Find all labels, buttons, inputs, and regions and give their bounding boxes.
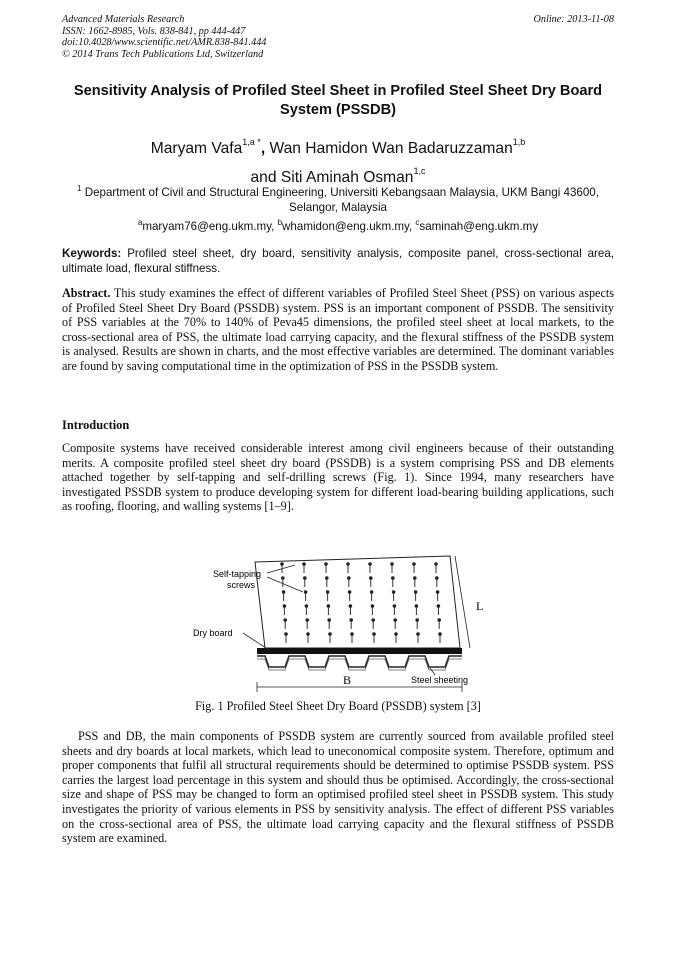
- screw-head: [350, 632, 354, 636]
- author-2: Wan Hamidon Wan Badaruzzaman: [269, 140, 513, 157]
- author-emails: [62, 218, 614, 233]
- label-screws: screws: [227, 580, 256, 590]
- author-3: Siti Aminah Osman: [280, 169, 414, 186]
- email-c-marker: c: [415, 218, 420, 227]
- screw-head: [280, 562, 284, 566]
- introduction-heading: Introduction: [62, 418, 130, 432]
- screw-head: [304, 590, 308, 594]
- abstract: [62, 286, 614, 374]
- screw-head: [324, 562, 328, 566]
- screw-head: [393, 618, 397, 622]
- screw-head: [392, 590, 396, 594]
- screw-head: [328, 632, 332, 636]
- screw-head: [305, 604, 309, 608]
- screws-group: [280, 562, 442, 643]
- label-self-tapping: Self-tapping: [213, 569, 262, 579]
- author-1-affil: 1,a *: [242, 137, 261, 147]
- screw-head: [282, 590, 286, 594]
- screw-head: [394, 632, 398, 636]
- screw-head: [369, 576, 373, 580]
- screw-head: [348, 590, 352, 594]
- screw-head: [416, 632, 420, 636]
- screw-head: [302, 562, 306, 566]
- screw-head: [284, 632, 288, 636]
- screw-head: [438, 632, 442, 636]
- screw-head: [346, 562, 350, 566]
- dim-b-label: B: [343, 673, 352, 687]
- screw-head: [413, 576, 417, 580]
- label-steel-sheeting: Steel sheeting: [411, 675, 469, 685]
- email-b-marker: b: [277, 218, 283, 227]
- author-1: Maryam Vafa: [150, 140, 243, 157]
- screw-head: [306, 632, 310, 636]
- screw-head: [390, 562, 394, 566]
- screw-head: [371, 604, 375, 608]
- screw-head: [347, 576, 351, 580]
- screw-head: [415, 618, 419, 622]
- screw-head: [435, 576, 439, 580]
- screw-head: [349, 618, 353, 622]
- screw-head: [326, 590, 330, 594]
- affiliation-text: Department of Civil and Structural Engineering, Universiti Kebangsaan Malaysia, UKM Bangi 43600, Selangor, Malaysia: [84, 186, 599, 214]
- dry-board: [257, 648, 462, 654]
- screw-head: [303, 576, 307, 580]
- arrow-screws-2: [267, 577, 303, 592]
- screw-head: [415, 604, 419, 608]
- screw-head: [372, 632, 376, 636]
- dim-l-label: L: [476, 599, 484, 613]
- screw-head: [393, 604, 397, 608]
- author-and: and: [250, 169, 281, 186]
- keywords-label: Keywords:: [62, 247, 122, 260]
- email-a-marker: a: [137, 218, 143, 227]
- journal-name: Advanced Materials Research: [62, 14, 185, 25]
- screw-head: [434, 562, 438, 566]
- copyright-line: © 2014 Trans Tech Publications Ltd, Switzerland: [62, 48, 264, 60]
- screw-head: [391, 576, 395, 580]
- online-date: Online: 2013-11-08: [533, 14, 614, 25]
- email-b[interactable]: whamidon@eng.ukm.my,: [282, 220, 416, 233]
- arrow-screws-1: [267, 565, 295, 573]
- pssdb-diagram: [185, 530, 485, 695]
- screw-head: [437, 618, 441, 622]
- screw-head: [370, 590, 374, 594]
- issn-line: ISSN: 1662-8985, Vols. 838-841, pp 444-447: [62, 25, 246, 37]
- arrow-dry-board: [243, 633, 269, 650]
- author-3-affil: 1,c: [413, 166, 426, 176]
- screw-head: [325, 576, 329, 580]
- email-a[interactable]: maryam76@eng.ukm.my,: [142, 220, 278, 233]
- screw-head: [349, 604, 353, 608]
- author-2-affil: 1,b: [512, 137, 526, 147]
- screw-head: [305, 618, 309, 622]
- introduction-paragraph-1: Composite systems have received considerable interest among civil engineers because of their outstanding merits. A composite profiled steel sheet dry board (PSSDB) is a system comprising PSS and DB elements attached together by self-tapping and self-drilling screws (Fig. 1). Since 1994, many researchers have investigated PSSDB system to produce developing system for different load-bearing building applications, such as roofing, flooring, and walling systems [1–9].: [62, 441, 614, 514]
- screw-head: [414, 590, 418, 594]
- author-separator: ,: [260, 140, 270, 157]
- screw-head: [327, 604, 331, 608]
- affiliation-marker: 1: [77, 184, 82, 193]
- arrow-steel-sheeting: [430, 668, 435, 675]
- introduction-paragraph-2: PSS and DB, the main components of PSSDB system are currently sourced from available profiled steel sheets and dry boards at local markets, which lead to uneconomical composite system. Therefore, optimum and proper components that fulfil all structural requirements should be determined to optimise PSSDB system. PSS carries the largest load percentage in this system and should thus be optimised. Accordingly, the cross-sectional size and shape of PSS may be changed to form an optimised profiled steel sheet in PSSDB system. This study investigates the priority of various elements in PSS by sensitivity analysis. The effect of different PSS variables on the cross-sectional area of PSS, the ultimate load carrying capacity and the flexural stiffness of PSSDB system are examined.: [62, 729, 614, 846]
- keywords: [62, 247, 614, 276]
- keywords-text: Profiled steel sheet, dry board, sensitivity analysis, composite panel, cross-sectional area, ultimate load, flexural stiffness.: [62, 247, 614, 275]
- screw-head: [437, 604, 441, 608]
- screw-head: [283, 604, 287, 608]
- screw-head: [436, 590, 440, 594]
- screw-head: [283, 618, 287, 622]
- screw-head: [412, 562, 416, 566]
- abstract-text: This study examines the effect of different variables of Profiled Steel Sheet (PSS) on various aspects of Profiled Steel Sheet Dry Board (PSSDB) system. PSS is an important component of PSSDB. The sensitivity of PSS variables at the 70% to 140% of Peva45 dimensions, the profiled steel sheet at local markets, to the cross-sectional area of PSS, the ultimate load carrying capacity, and the flexural stiffness of the PSSDB system is analysed. Results are shown in charts, and the most effective variables are determined. The dominant variables are found by saving computational time in the optimization of PSS in the PSSDB system.: [62, 286, 615, 373]
- doi-link[interactable]: doi:10.4028/www.scientific.net/AMR.838-841.444: [62, 37, 267, 48]
- screw-head: [371, 618, 375, 622]
- screw-head: [327, 618, 331, 622]
- screw-head: [281, 576, 285, 580]
- pssdb-figure: [185, 530, 485, 695]
- affiliation: [62, 181, 614, 215]
- email-c[interactable]: saminah@eng.ukm.my: [419, 220, 539, 233]
- abstract-label: Abstract.: [62, 286, 111, 300]
- screw-head: [368, 562, 372, 566]
- label-dry-board: Dry board: [193, 628, 233, 638]
- paper-title: Sensitivity Analysis of Profiled Steel Sheet in Profiled Steel Sheet Dry Board System (PSSDB): [73, 83, 603, 118]
- figure-caption: Fig. 1 Profiled Steel Sheet Dry Board (PSSDB) system [3]: [195, 699, 481, 713]
- dim-l-line: [455, 556, 470, 648]
- journal-header: [62, 14, 266, 60]
